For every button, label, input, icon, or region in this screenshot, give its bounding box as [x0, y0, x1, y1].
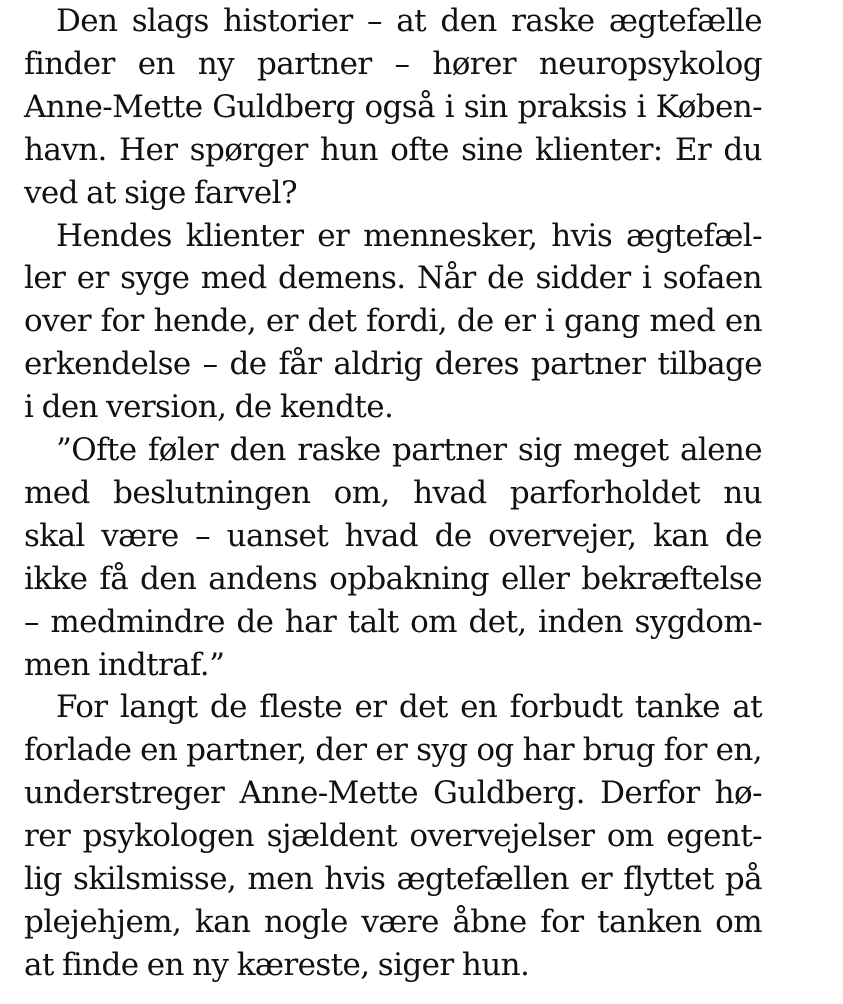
text-line: For langt de fleste er det en forbudt tanke at	[56, 689, 762, 726]
text-line: at finde en ny kæreste, siger hun.	[24, 946, 530, 983]
text-line: rer psykologen sjældent overvejelser om egent-	[24, 818, 762, 855]
text-line: forlade en partner, der er syg og har brug for en,	[24, 732, 762, 769]
text-line: ler er syge med demens. Når de sidder i sofaen	[24, 260, 762, 297]
text-line: skal være – uanset hvad de overvejer, kan de	[24, 517, 762, 554]
text-line: med beslutningen om, hvad parforholdet nu	[24, 474, 762, 511]
text-line: ved at sige farvel?	[24, 174, 297, 211]
text-line: havn. Her spørger hun ofte sine klienter: Er du	[24, 131, 762, 168]
text-line: lig skilsmisse, men hvis ægtefællen er flyttet på	[24, 861, 762, 897]
text-line: i den version, de kendte.	[24, 389, 394, 426]
text-line: Den slags historier – at den raske ægtefælle	[56, 3, 762, 39]
text-line: finder en ny partner – hører neuropsykolog	[24, 45, 762, 82]
text-line: men indtraf.”	[24, 646, 225, 683]
text-line: Anne-Mette Guldberg også i sin praksis i Køben-	[24, 88, 762, 125]
text-line: plejehjem, kan nogle være åbne for tanken om	[24, 903, 762, 940]
text-line: – medmindre de har talt om det, inden sygdom-	[24, 603, 762, 640]
text-line: erkendelse – de får aldrig deres partner tilbage	[24, 346, 762, 383]
text-line: Hendes klienter er mennesker, hvis ægtefæl-	[56, 217, 762, 254]
text-line: over for hende, er det fordi, de er i gang med en	[24, 303, 762, 340]
text-line: understreger Anne-Mette Guldberg. Derfor hø-	[24, 775, 762, 812]
text-line: ”Ofte føler den raske partner sig meget alene	[56, 432, 762, 468]
text-line: ikke få den andens opbakning eller bekræftelse	[24, 560, 762, 597]
